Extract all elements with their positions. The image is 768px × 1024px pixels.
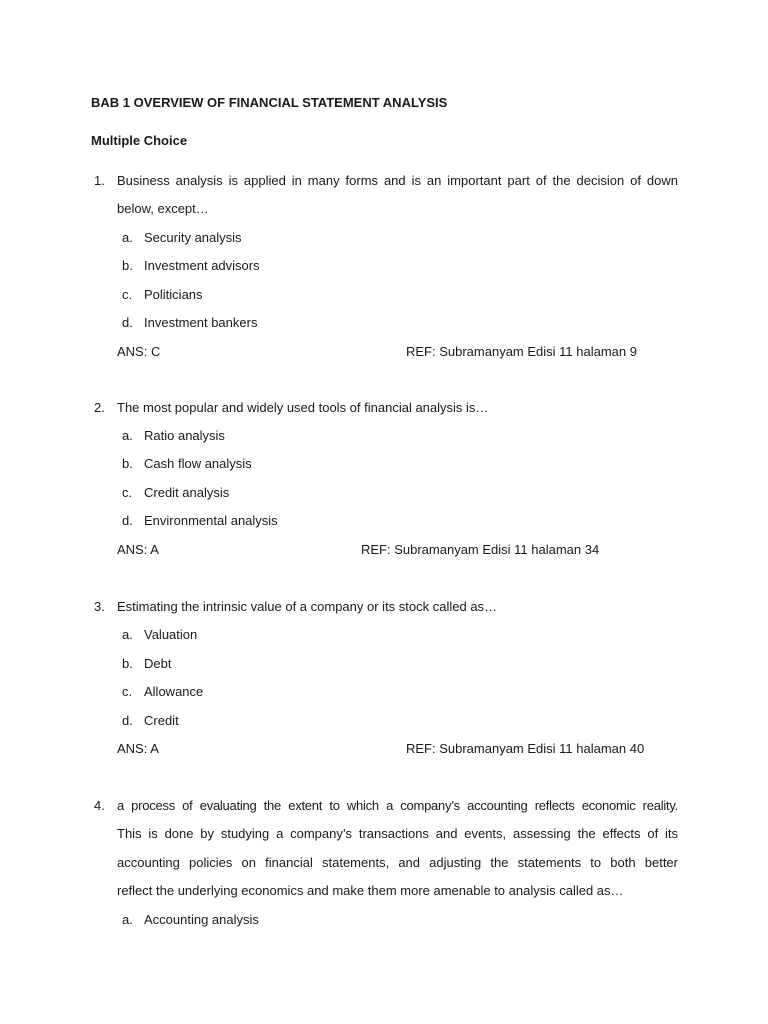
question-text-line: Business analysis is applied in many forms and is an important part of the decision of down [117,173,678,188]
question-text-line: a process of evaluating the extent to which a company’s accounting reflects economic reality. [117,798,678,813]
reference: REF: Subramanyam Edisi 11 halaman 9 [406,344,637,359]
question-number: 3. [94,599,105,614]
option-text: Credit [144,713,179,728]
option-text: Valuation [144,627,198,642]
option-text: Cash flow analysis [144,456,252,471]
answer-key: ANS: A [117,741,159,756]
document-title: BAB 1 OVERVIEW OF FINANCIAL STATEMENT ANALYSIS [91,95,448,110]
option-text: Security analysis [144,230,242,245]
option-text: Investment advisors [144,258,260,273]
option-text: Debt [144,656,172,671]
option-letter: c. [122,287,133,302]
option-letter: b. [122,258,133,273]
option-text: Allowance [144,684,204,699]
option-letter: d. [122,713,133,728]
answer-key: ANS: C [117,344,161,359]
option-text: Environmental analysis [144,513,278,528]
question-number: 4. [94,798,105,813]
option-letter: b. [122,656,133,671]
option-text: Credit analysis [144,485,230,500]
question-text-line: below, except… [117,201,209,216]
question-text-line: accounting policies on financial statements, and adjusting the statements to both better [117,855,678,870]
question-number: 2. [94,400,105,415]
answer-key: ANS: A [117,542,159,557]
option-letter: d. [122,315,133,330]
option-letter: a. [122,230,133,245]
section-heading: Multiple Choice [91,133,188,148]
option-letter: d. [122,513,133,528]
question-text-line: Estimating the intrinsic value of a company or its stock called as… [117,599,498,614]
option-text: Ratio analysis [144,428,225,443]
option-letter: b. [122,456,133,471]
reference: REF: Subramanyam Edisi 11 halaman 34 [361,542,600,557]
question-text-line: This is done by studying a company’s transactions and events, assessing the effects of its [117,826,678,841]
option-text: Politicians [144,287,203,302]
option-letter: c. [122,485,133,500]
option-text: Accounting analysis [144,912,259,927]
question-text-line: reflect the underlying economics and make them more amenable to analysis called as… [117,883,624,898]
option-letter: a. [122,428,133,443]
option-letter: a. [122,912,133,927]
question-number: 1. [94,173,105,188]
option-letter: c. [122,684,133,699]
option-text: Investment bankers [144,315,258,330]
option-letter: a. [122,627,133,642]
reference: REF: Subramanyam Edisi 11 halaman 40 [406,741,645,756]
question-text-line: The most popular and widely used tools of financial analysis is… [117,400,489,415]
